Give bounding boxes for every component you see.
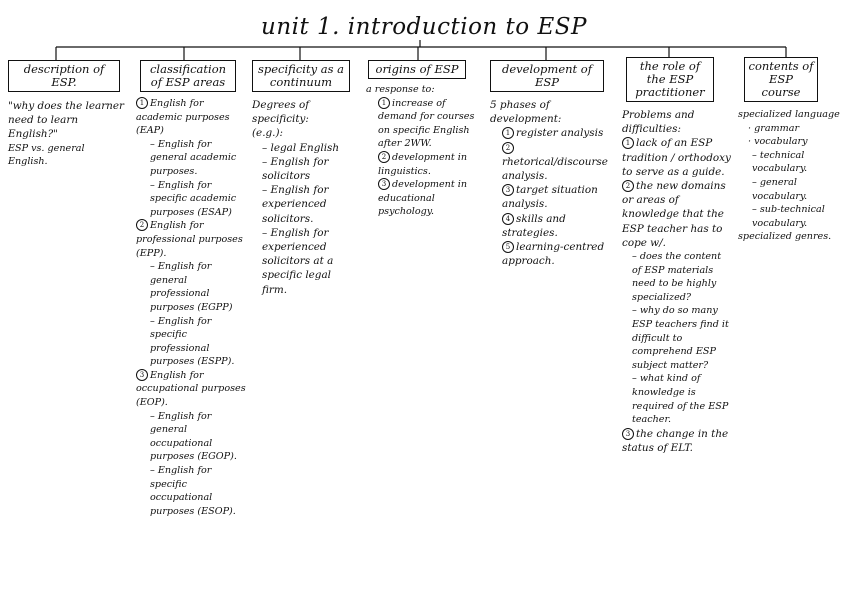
number-circle-icon: 1 [136,97,148,109]
contents-subitem: – technical vocabulary. [752,149,808,175]
classification-subitem: – English for specific occupational purposes (ESOP). [150,465,236,517]
number-circle-icon: 2 [378,151,390,163]
classification-item-text: English for occupational purposes (EOP). [136,369,246,409]
column-specificity [252,60,352,297]
role-intro: Problems and difficulties: [622,109,695,136]
origins-item-text: development in linguistics. [378,151,468,177]
origins-intro: a response to: [366,84,435,95]
role-item-text: lack of an ESP tradition / orthodoxy to serve as a guide. [622,137,731,178]
number-circle-icon: 4 [502,213,514,225]
description-note: ESP vs. general English. [8,142,85,168]
column-contents [738,57,844,244]
specificity-item: – English for experienced solicitors at a specific legal firm. [262,226,334,296]
role-subitem: – does the content of ESP materials need to be highly specialized? [632,251,722,303]
specificity-item: – legal English [262,141,340,154]
column-development [490,60,610,268]
column-description [8,60,126,169]
classification-subitem: – English for general occupational purposes (EGOP). [150,410,237,463]
header-description: description of ESP. [8,60,120,92]
contents-subitem: – general vocabulary. [752,176,808,202]
classification-subitem: – English for general professional purposes (EGPP) [150,261,233,313]
specificity-intro: Degrees of specificity: [252,99,310,126]
classification-item-2 [136,219,248,260]
header-origins: origins of ESP [368,60,466,79]
contents-item: · vocabulary [748,136,808,148]
header-specificity: specificity as a continuum [252,60,350,92]
contents-subitem: – sub-technical vocabulary. [752,204,825,229]
number-circle-icon: 2 [136,219,148,231]
classification-subitem: – English for general academic purposes. [150,138,237,177]
development-intro: 5 phases of development: [490,99,562,126]
role-subitem: – what kind of knowledge is required of the ESP teacher. [632,373,729,426]
development-item-text: rhetorical/discourse analysis. [502,155,608,183]
contents-intro: specialized language [738,109,840,120]
role-item-text: the new domains or areas of knowledge that the ESP teacher has to cope w/. [622,180,726,249]
development-item-4 [490,212,610,240]
column-role [622,57,732,455]
origins-item-text: development in educational psychology. [378,179,468,218]
classification-item-3 [136,369,248,410]
specificity-eg: (e.g.): [252,127,284,140]
number-circle-icon: 1 [502,127,514,139]
development-item-3 [490,183,610,211]
header-role: the role of the ESP practitioner [626,57,714,102]
number-circle-icon: 1 [378,97,390,109]
number-circle-icon: 3 [622,428,634,440]
page-title: unit 1. introduction to ESP [261,14,587,40]
column-classification [136,60,248,518]
specificity-item: – English for experienced solicitors. [262,184,329,225]
number-circle-icon: 3 [378,178,390,190]
development-item-2 [490,141,610,184]
number-circle-icon: 2 [622,180,634,192]
origins-item-3 [366,178,478,219]
header-development: development of ESP [490,60,604,92]
origins-item-2 [366,151,478,178]
classification-item-1 [136,97,248,138]
description-quote: "why does the learner need to learn English?" [8,100,124,141]
development-item-text: target situation analysis. [502,184,598,211]
development-item-text: skills and strategies. [502,212,566,239]
number-circle-icon: 3 [502,184,514,196]
contents-outro: specialized genres. [738,231,832,243]
origins-item-1 [366,97,478,151]
column-origins [366,60,478,219]
development-item-5 [490,240,610,268]
number-circle-icon: 2 [502,142,514,154]
development-item-1 [490,126,610,140]
role-item-3 [622,427,732,455]
role-item-text: the change in the status of ELT. [622,427,729,454]
classification-item-text: English for academic purposes (EAP) [136,98,230,137]
number-circle-icon: 3 [136,369,148,381]
classification-item-text: English for professional purposes (EPP). [136,220,243,259]
specificity-item: – English for solicitors [262,155,329,183]
header-classification: classification of ESP areas [140,60,236,92]
development-item-text: learning-centred approach. [502,241,605,268]
number-circle-icon: 5 [502,241,514,253]
development-item-text: register analysis [516,127,604,140]
role-item-2 [622,179,732,250]
classification-subitem: – English for specific professional purposes (ESPP). [150,315,235,368]
number-circle-icon: 1 [622,137,634,149]
contents-item: · grammar [748,122,800,134]
classification-subitem: – English for specific academic purposes (ESAP) [150,179,237,218]
role-subitem: – why do so many ESP teachers find it difficult to comprehend ESP subject matter? [632,305,729,371]
origins-item-text: increase of demand for courses on specific English after 2WW. [378,97,475,150]
role-item-1 [622,136,732,179]
header-contents: contents of ESP course [744,57,818,102]
